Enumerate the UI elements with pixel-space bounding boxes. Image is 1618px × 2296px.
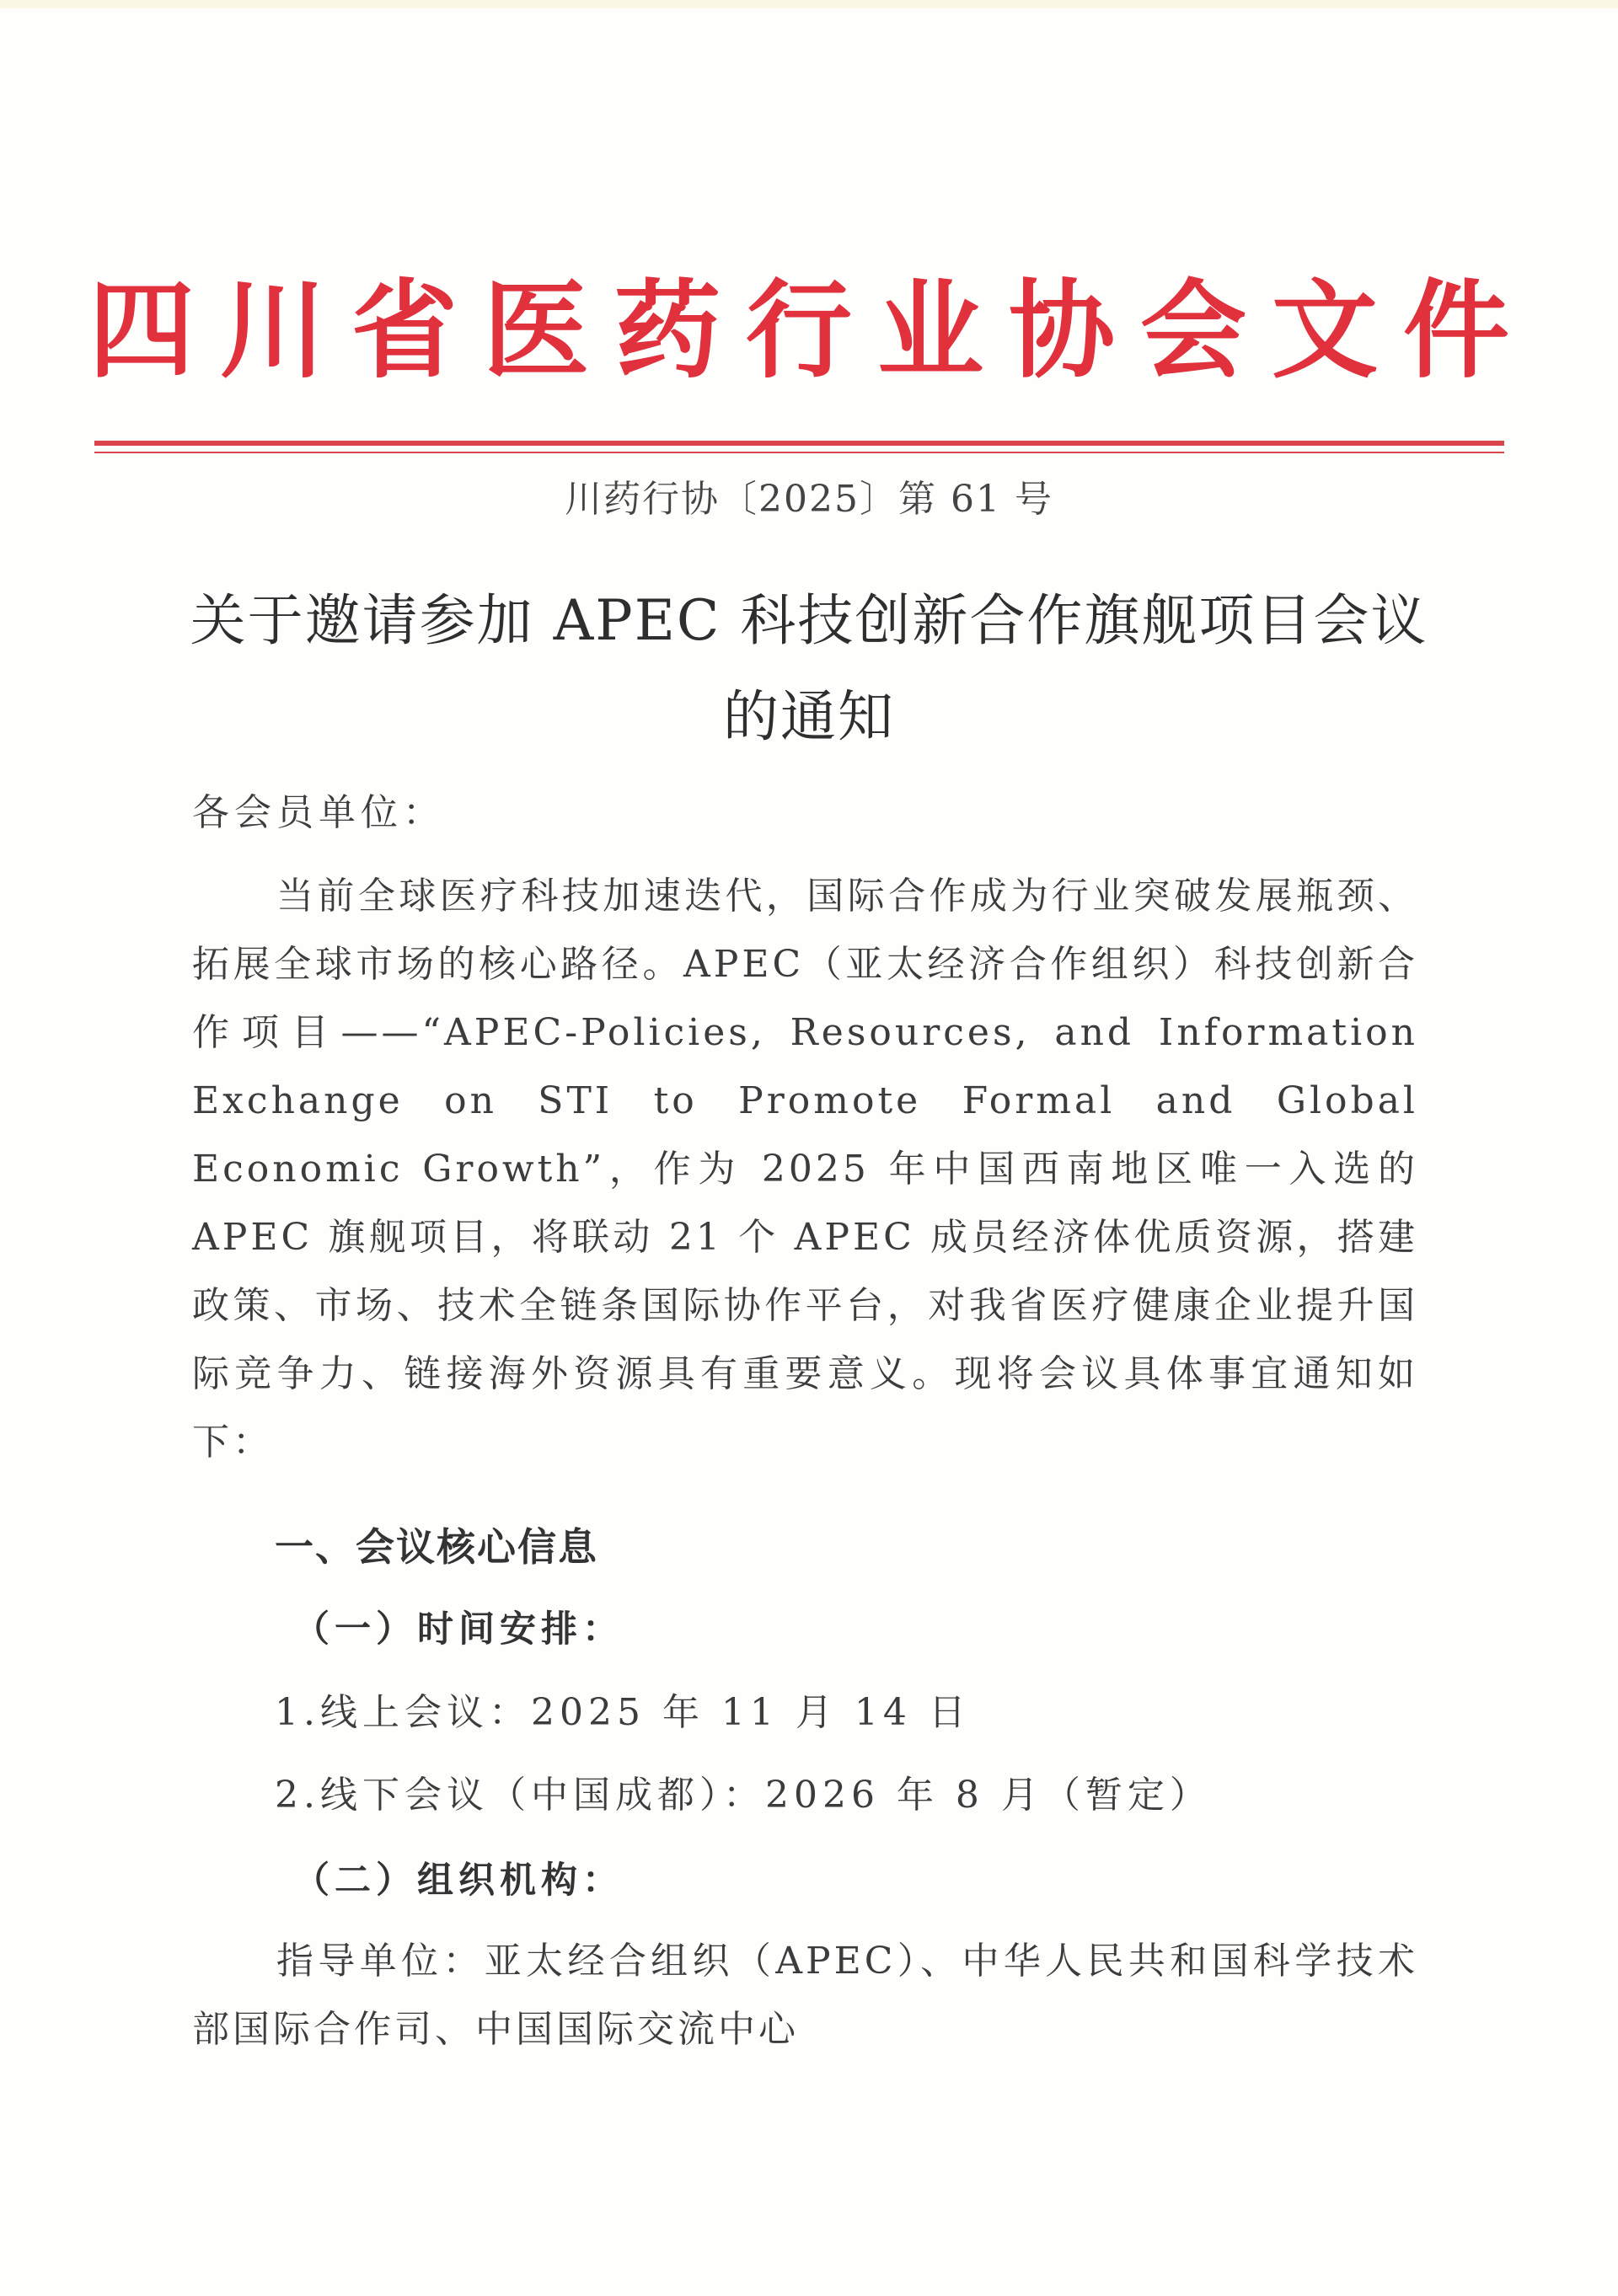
document-number: 川药行协〔2025〕第 61 号 [565, 478, 1053, 521]
masthead-rule-thin [94, 452, 1504, 453]
scan-edge [0, 0, 1618, 8]
intro-paragraph: 当前全球医疗科技加速迭代，国际合作成为行业突破发展瓶颈、拓展全球市场的核心路径。APEC（亚太经济合作组织）科技创新合作项目——“APEC-Policies, Resources, and Information Exchange on STI to Promote Formal and Global Economic Growth”，作为 2025 年中国西南地区唯一入选的 APEC 旗舰项目，将联动 21 个 APEC 成员经济体优质资源，搭建政策、市场、技术全链条国际协作平台，对我省医疗健康企业提升国际竞争力、链接海外资源具有重要意义。现将会议具体事宜通知如下： [192, 875, 1418, 1464]
notice-title: 关于邀请参加 APEC 科技创新合作旗舰项目会议的通知 [190, 588, 1428, 749]
organizers-paragraph: 指导单位：亚太经合组织（APEC）、中华人民共和国科学技术部国际合作司、中国国际交流中心 [192, 1940, 1418, 2051]
subsection-heading-schedule: （一）时间安排： [293, 1608, 624, 1651]
salutation: 各会员单位： [192, 791, 445, 834]
subsection-heading-organizers: （二）组织机构： [293, 1860, 624, 1902]
schedule-item-offline: 2.线下会议（中国成都）：2026 年 8 月（暂定） [275, 1774, 1212, 1817]
masthead-rule-thick [94, 441, 1504, 446]
schedule-item-online: 1.线上会议：2025 年 11 月 14 日 [275, 1691, 971, 1734]
masthead-title: 四川省医药行业协会文件 [88, 269, 1535, 393]
section-heading-core-info: 一、会议核心信息 [275, 1524, 598, 1570]
